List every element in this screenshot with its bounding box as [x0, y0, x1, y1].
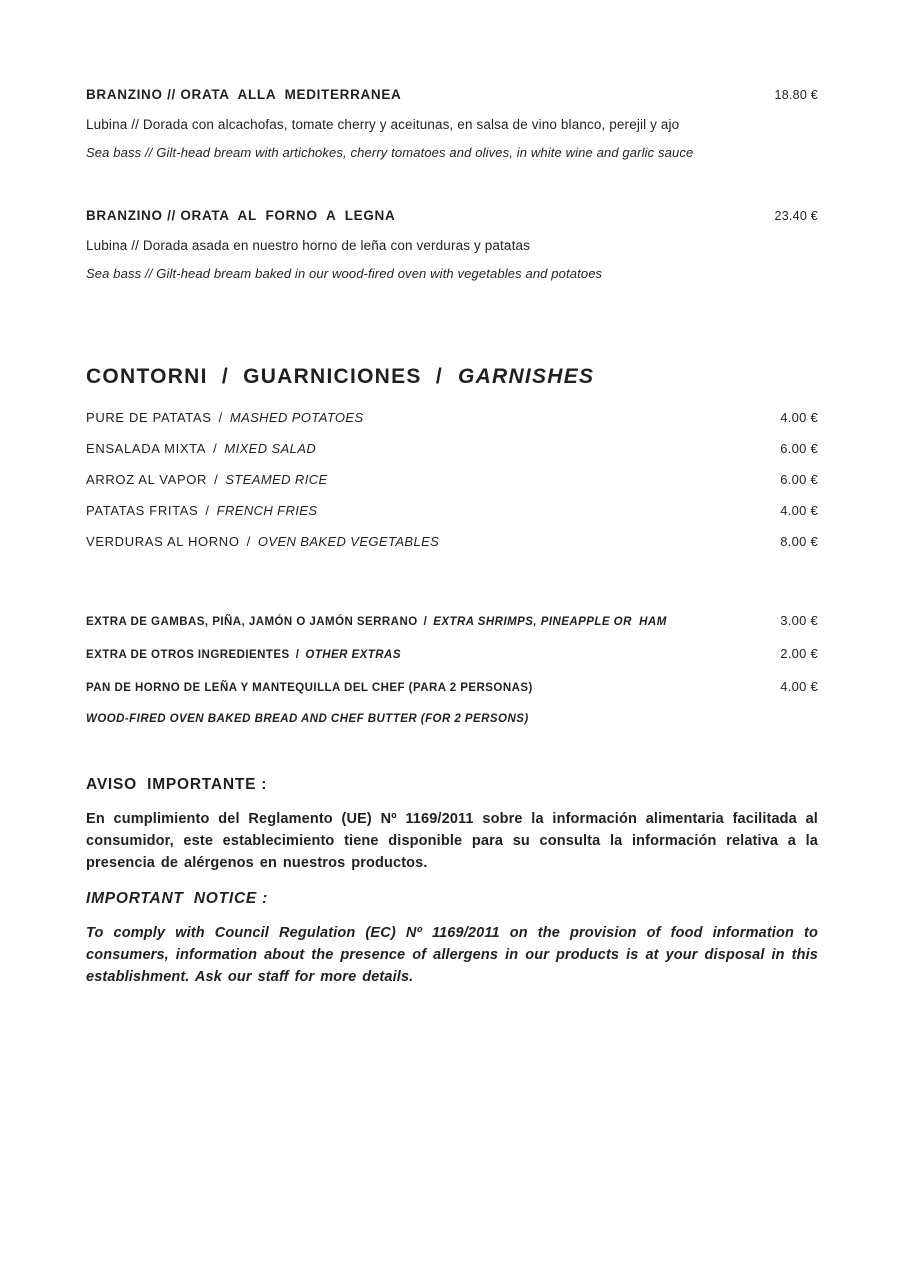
garnish-name-es: VERDURAS AL HORNO	[86, 534, 240, 549]
garnish-name-es: PATATAS FRITAS	[86, 503, 199, 518]
garnish-name-en: MIXED SALAD	[224, 441, 317, 456]
garnish-name-en: FRENCH FRIES	[216, 503, 318, 518]
garnish-name-en: STEAMED RICE	[225, 472, 328, 487]
allergen-notice	[86, 776, 818, 988]
dish-description-es: Lubina // Dorada asada en nuestro horno de leña con verduras y patatas	[86, 238, 530, 253]
dish-branzino-al-forno	[86, 208, 818, 281]
garnish-name-en: OVEN BAKED VEGETABLES	[257, 534, 440, 549]
extra-label-es: EXTRA DE GAMBAS, PIÑA, JAMÓN O JAMÓN SERRANO	[86, 616, 418, 628]
dish-branzino-mediterranea	[86, 87, 818, 160]
garnish-name	[86, 533, 439, 550]
extra-price: 2.00 €	[780, 646, 818, 661]
separator: /	[205, 503, 210, 518]
garnish-name	[86, 440, 316, 457]
extra-label	[86, 680, 533, 697]
garnish-price: 4.00 €	[780, 503, 818, 518]
section-title-english: GARNISHES	[458, 365, 595, 388]
garnish-row	[86, 502, 818, 519]
dish-header	[86, 208, 818, 223]
extra-label	[86, 647, 401, 664]
extras-list	[86, 612, 818, 728]
garnish-name-es: ENSALADA MIXTA	[86, 441, 207, 456]
garnish-list	[86, 409, 818, 550]
separator: /	[423, 616, 428, 628]
garnish-price: 4.00 €	[780, 410, 818, 425]
garnish-name-en: MASHED POTATOES	[229, 410, 364, 425]
notice-body-en: To comply with Council Regulation (EC) Nº 1169/2011 on the provision of food information to consumers, information about the presence of allergens in our products is at your disposal in this establishment. Ask our staff for more details.	[86, 925, 818, 985]
separator: /	[246, 534, 251, 549]
garnish-price: 8.00 €	[780, 534, 818, 549]
garnish-name	[86, 471, 328, 488]
extra-row	[86, 645, 818, 664]
separator: /	[214, 472, 219, 487]
notice-body-es: En cumplimiento del Reglamento (UE) Nº 1169/2011 sobre la información alimentaria facilitada al consumidor, este establecimiento tiene disponible para su consulta la información relativa a la presencia de alérgenos en nuestros productos.	[86, 811, 818, 871]
garnish-name	[86, 409, 364, 426]
dish-description-en: Sea bass // Gilt-head bream with artichokes, cherry tomatoes and olives, in white wine and garlic sauce	[86, 145, 694, 160]
garnish-name	[86, 502, 317, 519]
extra-price: 3.00 €	[780, 613, 818, 628]
garnish-row	[86, 533, 818, 550]
garnish-price: 6.00 €	[780, 441, 818, 456]
extra-label-es: PAN DE HORNO DE LEÑA Y MANTEQUILLA DEL CHEF (PARA 2 PERSONAS)	[86, 682, 533, 694]
garnish-row	[86, 440, 818, 457]
separator: /	[295, 649, 300, 661]
extra-price: 4.00 €	[780, 679, 818, 694]
garnish-row	[86, 409, 818, 426]
dish-header	[86, 87, 818, 102]
dish-price: 23.40 €	[774, 209, 818, 223]
extra-bread-translation: WOOD-FIRED OVEN BAKED BREAD AND CHEF BUTTER (FOR 2 PERSONS)	[86, 713, 529, 725]
dish-description-en: Sea bass // Gilt-head bream baked in our wood-fired oven with vegetables and potatoes	[86, 266, 603, 281]
separator: /	[218, 410, 223, 425]
garnish-name-es: ARROZ AL VAPOR	[86, 472, 208, 487]
section-title-garnishes	[86, 365, 818, 389]
extra-label-es: EXTRA DE OTROS INGREDIENTES	[86, 649, 290, 661]
garnish-row	[86, 471, 818, 488]
extra-row	[86, 678, 818, 697]
dish-price: 18.80 €	[774, 88, 818, 102]
dish-description-es: Lubina // Dorada con alcachofas, tomate cherry y aceitunas, en salsa de vino blanco, perejil y ajo	[86, 117, 680, 132]
garnish-price: 6.00 €	[780, 472, 818, 487]
dish-title: BRANZINO // ORATA AL FORNO A LEGNA	[86, 208, 396, 223]
extra-label-en: EXTRA SHRIMPS, PINEAPPLE OR HAM	[433, 616, 667, 628]
garnish-name-es: PURE DE PATATAS	[86, 410, 212, 425]
extra-label-en: OTHER EXTRAS	[305, 649, 401, 661]
notice-title-es: AVISO IMPORTANTE :	[86, 776, 268, 793]
notice-title-en: IMPORTANT NOTICE :	[86, 890, 269, 907]
extra-row	[86, 612, 818, 631]
section-title-main: CONTORNI / GUARNICIONES /	[86, 365, 443, 388]
separator: /	[213, 441, 218, 456]
dish-title: BRANZINO // ORATA ALLA MEDITERRANEA	[86, 87, 402, 102]
extra-label	[86, 614, 667, 631]
